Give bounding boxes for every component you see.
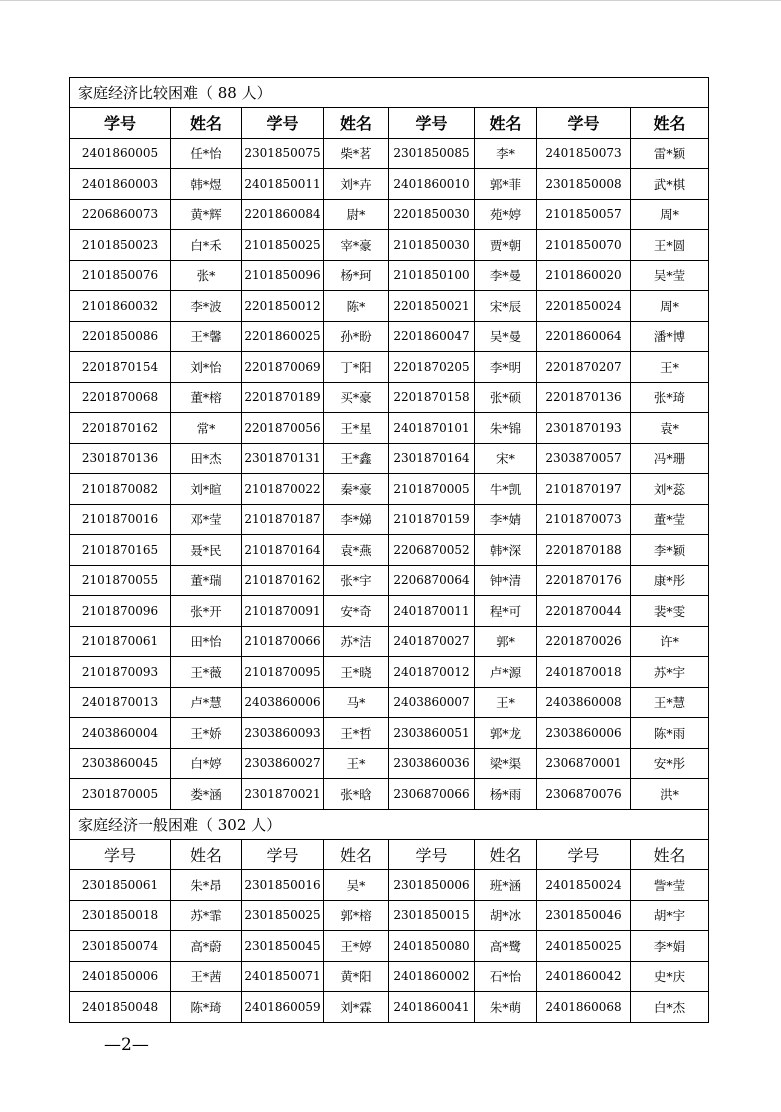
- student-name-cell: 班*涵: [475, 870, 537, 901]
- student-id-cell: 2201860047: [389, 321, 475, 352]
- student-id-cell: 2401860042: [537, 961, 631, 992]
- student-name-cell: 李*曼: [475, 260, 537, 291]
- student-id-cell: 2101850023: [70, 230, 171, 261]
- student-name-cell: 雷*颖: [631, 138, 709, 169]
- student-name-cell: 石*怡: [475, 961, 537, 992]
- table-row: [70, 779, 709, 810]
- student-name-cell: 苏*宇: [631, 657, 709, 688]
- student-id-cell: 2401850071: [242, 961, 324, 992]
- student-name-cell: 王*薇: [171, 657, 242, 688]
- student-name-cell: 许*: [631, 626, 709, 657]
- student-id-cell: 2301850075: [242, 138, 324, 169]
- table-row: [70, 413, 709, 444]
- column-header: 学号: [537, 108, 631, 139]
- student-name-cell: 郭*: [475, 626, 537, 657]
- header-row: [70, 108, 709, 139]
- student-name-cell: 吴*曼: [475, 321, 537, 352]
- student-id-cell: 2101870016: [70, 504, 171, 535]
- table-row: [70, 321, 709, 352]
- student-id-cell: 2101870066: [242, 626, 324, 657]
- student-name-cell: 高*鹭: [475, 931, 537, 962]
- student-name-cell: 丁*阳: [324, 352, 389, 383]
- student-id-cell: 2306870066: [389, 779, 475, 810]
- student-id-cell: 2401850006: [70, 961, 171, 992]
- student-id-cell: 2301850018: [70, 900, 171, 931]
- table-row: [70, 931, 709, 962]
- student-id-cell: 2201850086: [70, 321, 171, 352]
- student-name-cell: 史*庆: [631, 961, 709, 992]
- student-id-cell: 2201870162: [70, 413, 171, 444]
- table-row: [70, 352, 709, 383]
- student-id-cell: 2401870011: [389, 596, 475, 627]
- student-name-cell: 胡*宇: [631, 900, 709, 931]
- student-id-cell: 2101850096: [242, 260, 324, 291]
- header-row: [70, 839, 709, 870]
- student-id-cell: 2301850085: [389, 138, 475, 169]
- table-row: [70, 596, 709, 627]
- student-id-cell: 2306870001: [537, 748, 631, 779]
- student-id-cell: 2401850080: [389, 931, 475, 962]
- student-name-cell: 宰*豪: [324, 230, 389, 261]
- student-name-cell: 董*瑞: [171, 565, 242, 596]
- student-id-cell: 2401850025: [537, 931, 631, 962]
- student-id-cell: 2101870165: [70, 535, 171, 566]
- student-name-cell: 安*奇: [324, 596, 389, 627]
- student-name-cell: 苏*霏: [171, 900, 242, 931]
- student-name-cell: 马*: [324, 687, 389, 718]
- student-name-cell: 洪*: [631, 779, 709, 810]
- student-name-cell: 康*彤: [631, 565, 709, 596]
- student-id-cell: 2301870164: [389, 443, 475, 474]
- student-name-cell: 郭*榕: [324, 900, 389, 931]
- student-id-cell: 2201860025: [242, 321, 324, 352]
- student-name-cell: 刘*暄: [171, 474, 242, 505]
- student-name-cell: 孙*盼: [324, 321, 389, 352]
- student-id-cell: 2201870056: [242, 413, 324, 444]
- student-id-cell: 2101870159: [389, 504, 475, 535]
- student-id-cell: 2306870076: [537, 779, 631, 810]
- section-title-row: [70, 809, 709, 839]
- student-name-cell: 李*波: [171, 291, 242, 322]
- student-id-cell: 2201870069: [242, 352, 324, 383]
- table-row: [70, 535, 709, 566]
- student-id-cell: 2401850024: [537, 870, 631, 901]
- student-name-cell: 任*怡: [171, 138, 242, 169]
- student-name-cell: 张*宇: [324, 565, 389, 596]
- student-name-cell: 宋*辰: [475, 291, 537, 322]
- column-header: 学号: [537, 839, 631, 870]
- student-name-cell: 李*娣: [324, 504, 389, 535]
- student-id-cell: 2206870064: [389, 565, 475, 596]
- student-name-cell: 李*颖: [631, 535, 709, 566]
- student-name-cell: 白*禾: [171, 230, 242, 261]
- student-name-cell: 郭*龙: [475, 718, 537, 749]
- student-id-cell: 2101850070: [537, 230, 631, 261]
- student-id-cell: 2201850012: [242, 291, 324, 322]
- student-name-cell: 韩*深: [475, 535, 537, 566]
- student-id-cell: 2101850057: [537, 199, 631, 230]
- student-id-cell: 2401870027: [389, 626, 475, 657]
- student-name-cell: 聂*民: [171, 535, 242, 566]
- student-id-cell: 2303860036: [389, 748, 475, 779]
- student-name-cell: 买*豪: [324, 382, 389, 413]
- student-name-cell: 柴*茗: [324, 138, 389, 169]
- student-id-cell: 2301870005: [70, 779, 171, 810]
- student-id-cell: 2301850016: [242, 870, 324, 901]
- student-name-cell: 周*: [631, 199, 709, 230]
- student-name-cell: 王*鑫: [324, 443, 389, 474]
- student-id-cell: 2101860020: [537, 260, 631, 291]
- student-name-cell: 杨*珂: [324, 260, 389, 291]
- student-id-cell: 2201870026: [537, 626, 631, 657]
- table-row: [70, 504, 709, 535]
- student-id-cell: 2301850008: [537, 169, 631, 200]
- column-header: 学号: [389, 839, 475, 870]
- student-id-cell: 2401850073: [537, 138, 631, 169]
- student-id-cell: 2401850011: [242, 169, 324, 200]
- student-id-cell: 2401860010: [389, 169, 475, 200]
- table-row: [70, 291, 709, 322]
- student-id-cell: 2303860006: [537, 718, 631, 749]
- column-header: 姓名: [324, 839, 389, 870]
- student-name-cell: 张*琦: [631, 382, 709, 413]
- student-name-cell: 韩*煜: [171, 169, 242, 200]
- student-id-cell: 2201860064: [537, 321, 631, 352]
- student-id-cell: 2301870193: [537, 413, 631, 444]
- student-id-cell: 2201870154: [70, 352, 171, 383]
- student-id-cell: 2301850061: [70, 870, 171, 901]
- column-header: 学号: [70, 108, 171, 139]
- top-rule: [0, 0, 781, 1]
- student-name-cell: 邓*莹: [171, 504, 242, 535]
- student-id-cell: 2101870055: [70, 565, 171, 596]
- student-name-cell: 吴*莹: [631, 260, 709, 291]
- student-name-cell: 卢*源: [475, 657, 537, 688]
- student-name-cell: 朱*昂: [171, 870, 242, 901]
- student-name-cell: 董*榕: [171, 382, 242, 413]
- student-name-cell: 武*棋: [631, 169, 709, 200]
- column-header: 姓名: [324, 108, 389, 139]
- student-name-cell: 潘*博: [631, 321, 709, 352]
- student-id-cell: 2101870162: [242, 565, 324, 596]
- table-row: [70, 230, 709, 261]
- student-id-cell: 2401860005: [70, 138, 171, 169]
- table-row: [70, 687, 709, 718]
- student-id-cell: 2101850030: [389, 230, 475, 261]
- student-name-cell: 李*: [475, 138, 537, 169]
- student-name-cell: 王*慧: [631, 687, 709, 718]
- student-name-cell: 梁*渠: [475, 748, 537, 779]
- student-id-cell: 2401860002: [389, 961, 475, 992]
- student-name-cell: 冯*珊: [631, 443, 709, 474]
- student-id-cell: 2101870164: [242, 535, 324, 566]
- student-id-cell: 2403860007: [389, 687, 475, 718]
- student-name-cell: 朱*锦: [475, 413, 537, 444]
- student-name-cell: 刘*霖: [324, 992, 389, 1023]
- student-name-cell: 黄*辉: [171, 199, 242, 230]
- student-id-cell: 2101850025: [242, 230, 324, 261]
- student-id-cell: 2201860084: [242, 199, 324, 230]
- column-header: 姓名: [631, 839, 709, 870]
- table-row: [70, 138, 709, 169]
- student-name-cell: 裴*雯: [631, 596, 709, 627]
- student-id-cell: 2403860008: [537, 687, 631, 718]
- student-name-cell: 郭*菲: [475, 169, 537, 200]
- student-name-cell: 朱*萌: [475, 992, 537, 1023]
- table-row: [70, 199, 709, 230]
- student-id-cell: 2303860093: [242, 718, 324, 749]
- student-name-cell: 周*: [631, 291, 709, 322]
- student-id-cell: 2301850046: [537, 900, 631, 931]
- student-id-cell: 2301850006: [389, 870, 475, 901]
- student-name-cell: 王*哲: [324, 718, 389, 749]
- table-row: [70, 961, 709, 992]
- student-table: [69, 77, 709, 1023]
- student-id-cell: 2301870131: [242, 443, 324, 474]
- student-name-cell: 王*娇: [171, 718, 242, 749]
- student-name-cell: 常*: [171, 413, 242, 444]
- student-id-cell: 2206860073: [70, 199, 171, 230]
- student-id-cell: 2201870176: [537, 565, 631, 596]
- student-id-cell: 2301870021: [242, 779, 324, 810]
- student-name-cell: 李*婧: [475, 504, 537, 535]
- student-id-cell: 2401860059: [242, 992, 324, 1023]
- student-name-cell: 张*开: [171, 596, 242, 627]
- column-header: 姓名: [475, 108, 537, 139]
- section-title: 家庭经济比较困难（ 88 人）: [70, 78, 709, 108]
- column-header: 学号: [242, 839, 324, 870]
- student-id-cell: 2401860041: [389, 992, 475, 1023]
- student-id-cell: 2403860006: [242, 687, 324, 718]
- student-name-cell: 安*彤: [631, 748, 709, 779]
- student-id-cell: 2101870061: [70, 626, 171, 657]
- student-name-cell: 李*娟: [631, 931, 709, 962]
- student-id-cell: 2101870093: [70, 657, 171, 688]
- student-id-cell: 2101860032: [70, 291, 171, 322]
- student-id-cell: 2101850076: [70, 260, 171, 291]
- student-id-cell: 2303860027: [242, 748, 324, 779]
- table-row: [70, 260, 709, 291]
- student-name-cell: 陈*雨: [631, 718, 709, 749]
- student-id-cell: 2301870136: [70, 443, 171, 474]
- student-id-cell: 2101870096: [70, 596, 171, 627]
- student-name-cell: 白*杰: [631, 992, 709, 1023]
- student-id-cell: 2201870188: [537, 535, 631, 566]
- student-id-cell: 2101870095: [242, 657, 324, 688]
- student-name-cell: 张*: [171, 260, 242, 291]
- table-row: [70, 565, 709, 596]
- student-id-cell: 2101870022: [242, 474, 324, 505]
- student-name-cell: 宋*: [475, 443, 537, 474]
- student-name-cell: 王*茜: [171, 961, 242, 992]
- student-name-cell: 张*晗: [324, 779, 389, 810]
- student-name-cell: 苏*洁: [324, 626, 389, 657]
- table-row: [70, 382, 709, 413]
- student-name-cell: 秦*豪: [324, 474, 389, 505]
- table-row: [70, 443, 709, 474]
- table-row: [70, 748, 709, 779]
- student-id-cell: 2101870091: [242, 596, 324, 627]
- table-body: [70, 78, 709, 1023]
- student-name-cell: 王*: [475, 687, 537, 718]
- student-name-cell: 刘*怡: [171, 352, 242, 383]
- student-id-cell: 2401870101: [389, 413, 475, 444]
- student-name-cell: 田*怡: [171, 626, 242, 657]
- student-id-cell: 2201850030: [389, 199, 475, 230]
- table-row: [70, 992, 709, 1023]
- student-id-cell: 2201870158: [389, 382, 475, 413]
- student-name-cell: 胡*冰: [475, 900, 537, 931]
- table-row: [70, 169, 709, 200]
- student-id-cell: 2201850021: [389, 291, 475, 322]
- student-id-cell: 2101870073: [537, 504, 631, 535]
- student-name-cell: 刘*蕊: [631, 474, 709, 505]
- student-id-cell: 2201870068: [70, 382, 171, 413]
- student-id-cell: 2301850015: [389, 900, 475, 931]
- student-name-cell: 陈*: [324, 291, 389, 322]
- student-id-cell: 2303870057: [537, 443, 631, 474]
- student-name-cell: 陈*琦: [171, 992, 242, 1023]
- student-id-cell: 2303860045: [70, 748, 171, 779]
- student-name-cell: 尉*: [324, 199, 389, 230]
- column-header: 姓名: [171, 839, 242, 870]
- table-row: [70, 900, 709, 931]
- student-id-cell: 2201870136: [537, 382, 631, 413]
- student-id-cell: 2201870189: [242, 382, 324, 413]
- student-name-cell: 訾*莹: [631, 870, 709, 901]
- student-id-cell: 2401870018: [537, 657, 631, 688]
- student-id-cell: 2101870005: [389, 474, 475, 505]
- column-header: 学号: [242, 108, 324, 139]
- student-name-cell: 贾*朝: [475, 230, 537, 261]
- section-title: 家庭经济一般困难（ 302 人）: [70, 809, 709, 839]
- student-id-cell: 2101870197: [537, 474, 631, 505]
- student-id-cell: 2201870207: [537, 352, 631, 383]
- student-name-cell: 杨*雨: [475, 779, 537, 810]
- student-id-cell: 2401850048: [70, 992, 171, 1023]
- student-name-cell: 王*: [631, 352, 709, 383]
- student-name-cell: 袁*燕: [324, 535, 389, 566]
- student-id-cell: 2401870013: [70, 687, 171, 718]
- student-name-cell: 刘*卉: [324, 169, 389, 200]
- student-id-cell: 2403860004: [70, 718, 171, 749]
- column-header: 姓名: [171, 108, 242, 139]
- table-row: [70, 870, 709, 901]
- student-name-cell: 董*莹: [631, 504, 709, 535]
- student-id-cell: 2301850074: [70, 931, 171, 962]
- student-name-cell: 王*婷: [324, 931, 389, 962]
- student-name-cell: 张*硕: [475, 382, 537, 413]
- student-id-cell: 2401860003: [70, 169, 171, 200]
- student-name-cell: 袁*: [631, 413, 709, 444]
- table-row: [70, 626, 709, 657]
- student-id-cell: 2201870044: [537, 596, 631, 627]
- student-name-cell: 李*明: [475, 352, 537, 383]
- table-row: [70, 718, 709, 749]
- student-name-cell: 王*圆: [631, 230, 709, 261]
- column-header: 姓名: [475, 839, 537, 870]
- student-name-cell: 王*馨: [171, 321, 242, 352]
- column-header: 姓名: [631, 108, 709, 139]
- student-name-cell: 黄*阳: [324, 961, 389, 992]
- student-id-cell: 2101870082: [70, 474, 171, 505]
- student-id-cell: 2301850045: [242, 931, 324, 962]
- student-name-cell: 吴*: [324, 870, 389, 901]
- student-name-cell: 白*婷: [171, 748, 242, 779]
- page-number: —2—: [104, 1035, 149, 1055]
- column-header: 学号: [70, 839, 171, 870]
- table-row: [70, 657, 709, 688]
- student-id-cell: 2201870205: [389, 352, 475, 383]
- student-name-cell: 高*蔚: [171, 931, 242, 962]
- student-name-cell: 牛*凯: [475, 474, 537, 505]
- column-header: 学号: [389, 108, 475, 139]
- student-id-cell: 2301850025: [242, 900, 324, 931]
- student-id-cell: 2101850100: [389, 260, 475, 291]
- student-id-cell: 2206870052: [389, 535, 475, 566]
- student-name-cell: 钟*清: [475, 565, 537, 596]
- student-id-cell: 2401870012: [389, 657, 475, 688]
- student-name-cell: 王*晓: [324, 657, 389, 688]
- student-name-cell: 王*星: [324, 413, 389, 444]
- student-id-cell: 2201850024: [537, 291, 631, 322]
- student-name-cell: 卢*慧: [171, 687, 242, 718]
- student-id-cell: 2303860051: [389, 718, 475, 749]
- section-title-row: [70, 78, 709, 108]
- student-name-cell: 娄*涵: [171, 779, 242, 810]
- student-name-cell: 王*: [324, 748, 389, 779]
- student-id-cell: 2401860068: [537, 992, 631, 1023]
- table-row: [70, 474, 709, 505]
- student-name-cell: 田*杰: [171, 443, 242, 474]
- student-name-cell: 苑*婷: [475, 199, 537, 230]
- student-id-cell: 2101870187: [242, 504, 324, 535]
- student-name-cell: 程*可: [475, 596, 537, 627]
